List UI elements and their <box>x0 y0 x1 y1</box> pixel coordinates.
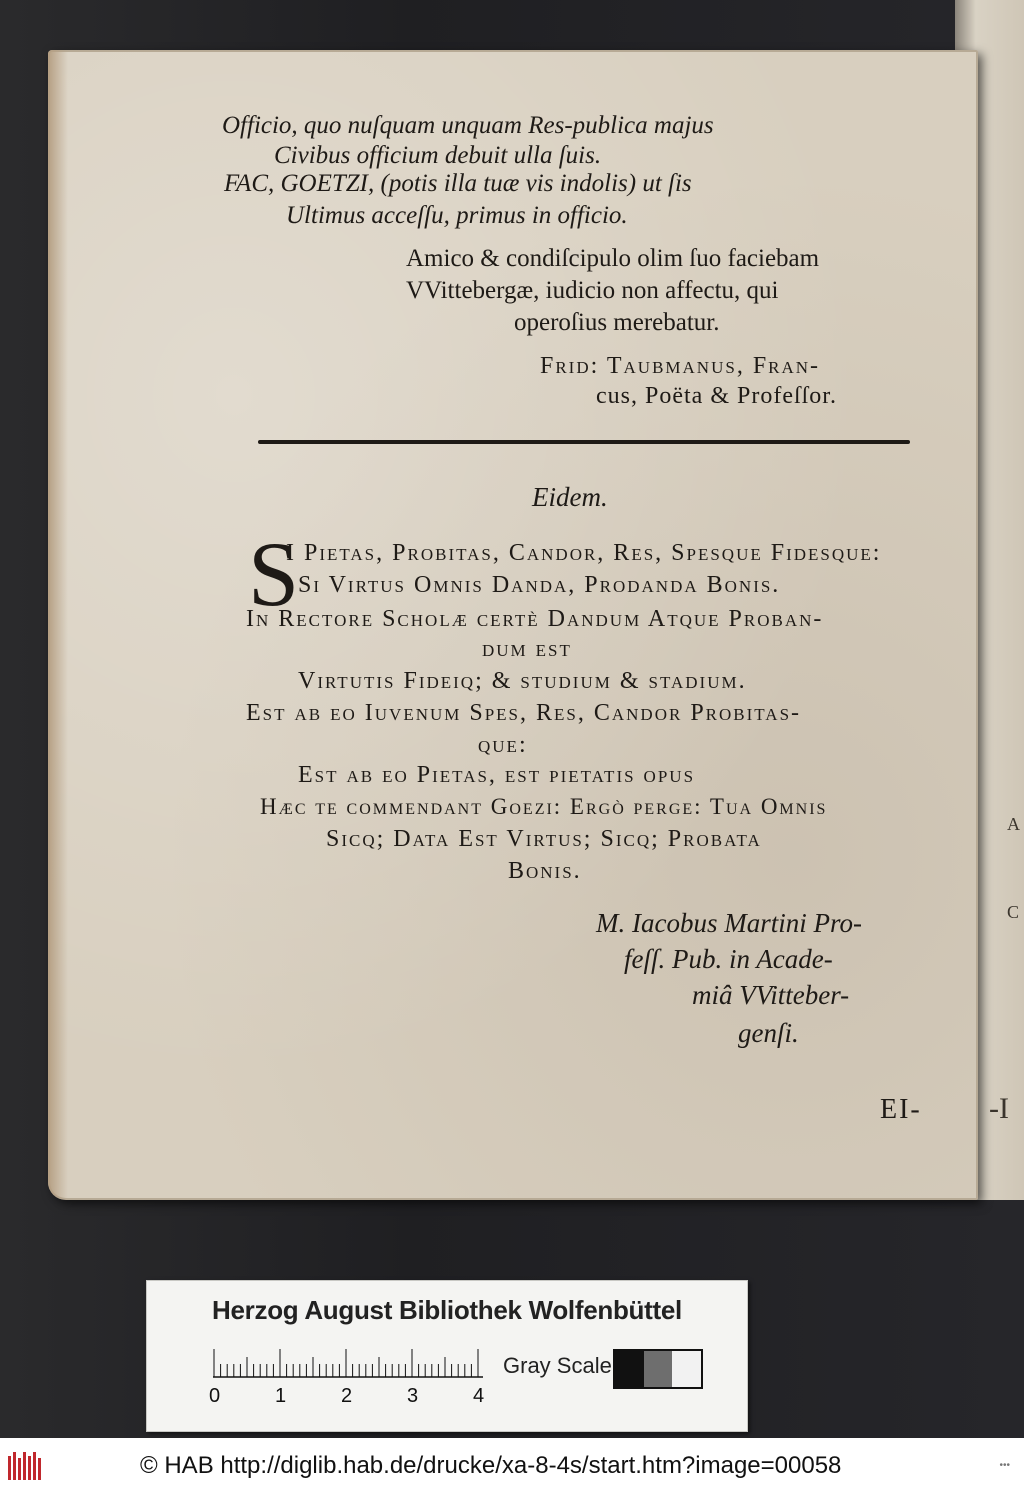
poem2-line: que: <box>478 732 528 758</box>
grayscale-swatch-mid <box>644 1351 673 1387</box>
footer-dots: ••• <box>999 1460 1010 1471</box>
author-line: M. Iacobus Martini Pro- <box>596 908 862 938</box>
poem1-line: Ultimus acceſſu, primus in officio. <box>286 202 628 229</box>
signature-line: cus, Poëta & Profeſſor. <box>596 383 837 409</box>
dedication-line: operoſius merebatur. <box>514 309 720 336</box>
adjacent-fragment: C <box>1007 902 1020 922</box>
poem2-line: In Rectore Scholæ certè Dandum Atque Proban- <box>246 606 824 632</box>
ruler-number: 2 <box>341 1385 353 1407</box>
signature-line: Frid: Taubmanus, Fran- <box>540 353 821 379</box>
poem2-line: Si Virtus Omnis Danda, Prodanda Bonis. <box>298 572 781 598</box>
grayscale-swatch-light <box>672 1351 701 1387</box>
poem2-line: dum eſt <box>482 636 572 662</box>
drop-cap: S <box>248 523 300 625</box>
poem1-line: Officio, quo nuſquam unquam Res-publica majus <box>222 112 714 139</box>
footer-url[interactable]: © HAB http://diglib.hab.de/drucke/xa-8-4s/start.htm?image=00058 <box>140 1452 842 1479</box>
ruler-number: 1 <box>275 1385 287 1407</box>
adjacent-fragment: -I <box>989 1092 1009 1125</box>
library-color-label <box>146 1280 748 1432</box>
hab-logo-icon <box>6 1450 46 1484</box>
grayscale-swatches <box>613 1349 703 1389</box>
dedication-line: Amico & condiſcipulo olim ſuo faciebam <box>406 245 820 272</box>
library-name: Herzog August Bibliothek Wolfenbüttel <box>212 1295 682 1325</box>
poem2-line: I Pietas, Probitas, Candor, Res, Spesque Fidesque: <box>286 540 882 566</box>
measurement-ruler <box>213 1347 483 1379</box>
grayscale-swatch-dark <box>615 1351 644 1387</box>
poem2-line: Hæc te commendant Goezi: Ergò perge: Tua Omnis <box>260 794 828 819</box>
poem2-line: Bonis. <box>508 858 582 884</box>
section-divider <box>258 440 910 444</box>
poem2-line: Eſt ab eo Pietas, eſt pietatis opus <box>298 762 696 788</box>
catchword: EI- <box>880 1094 922 1125</box>
footer-bar <box>0 1438 1024 1497</box>
ruler-number: 0 <box>209 1385 221 1407</box>
ruler-number: 4 <box>473 1385 485 1407</box>
section-heading: Eidem. <box>532 482 608 512</box>
poem2-line: Sicq; Data Est Virtus; Sicq; Probata <box>326 826 762 852</box>
grayscale-label: Gray Scale <box>503 1353 612 1378</box>
poem1-line: FAC, GOETZI, (potis illa tuæ vis indolis) ut ſis <box>224 170 692 197</box>
poem2-line: Eſt ab eo Iuvenum Spes, Res, Candor Probitas- <box>246 700 802 726</box>
poem1-line: Civibus officium debuit ulla ſuis. <box>274 142 602 169</box>
author-line: miâ VVitteber- <box>692 980 850 1010</box>
adjacent-fragment: A <box>1007 814 1020 834</box>
ruler-number: 3 <box>407 1385 419 1407</box>
author-line: genſi. <box>738 1018 799 1048</box>
poem2-line: Virtutis Fideiq; & ſtudium & ſtadium. <box>298 668 747 694</box>
page-edge-shadow <box>48 50 68 1200</box>
author-line: feſſ. Pub. in Acade- <box>624 944 833 974</box>
dedication-line: VVittebergæ, iudicio non affectu, qui <box>406 277 779 304</box>
